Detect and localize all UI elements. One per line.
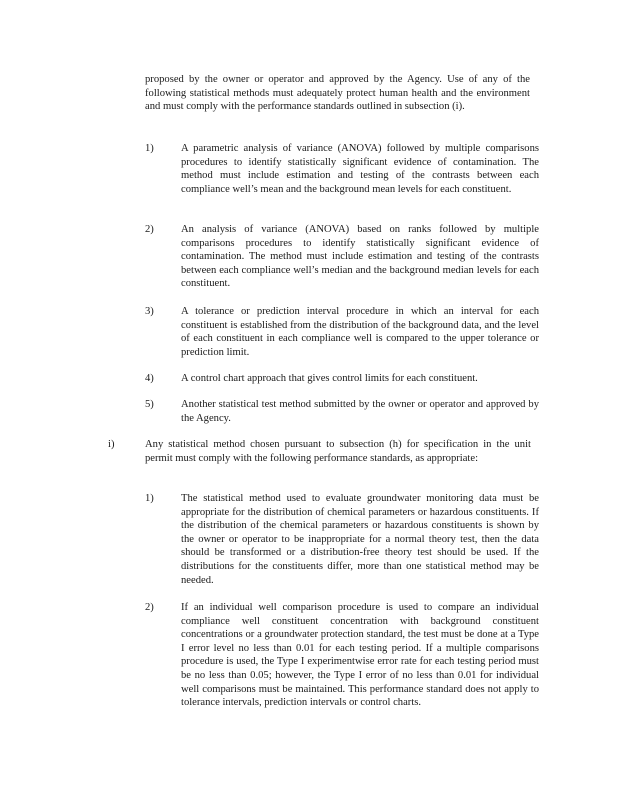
intro-paragraph: proposed by the owner or operator and approved by the Agency. Use of any of the following statistical methods must adequately protect human health and the environment and must comply with the performance standards outlined in subsection (i).: [145, 74, 530, 113]
item-text: Another statistical test method submitted by the owner or operator and approved by the Agency.: [181, 399, 539, 424]
item-number: 2): [145, 224, 154, 235]
item-text: If an individual well comparison procedure is used to compare an individual compliance well constituent concentration with background constituent concentrations or a groundwater protection standard, the test must be done at a Type I error level no less than 0.01 for each testing period. If a multiple comparisons procedure is used, the Type I experimentwise error rate for each testing period must be no less than 0.05; however, the Type I error of no less than 0.01 for individual well comparisons must be maintained. This performance standard does not apply to tolerance intervals, prediction intervals or control charts.: [181, 602, 539, 709]
item-text: A control chart approach that gives control limits for each constituent.: [181, 373, 478, 384]
item-number: 4): [145, 373, 154, 384]
item-number: 1): [145, 493, 154, 504]
item-text: An analysis of variance (ANOVA) based on ranks followed by multiple comparisons procedures to identify statistically significant evidence of contamination. The method must include estimation and testing of the contrasts between each compliance well’s median and the background median levels for each constituent.: [181, 224, 539, 290]
item-text: A tolerance or prediction interval procedure in which an interval for each constituent is established from the distribution of the background data, and the level of each constituent in each compliance well is compared to the upper tolerance or prediction limit.: [181, 306, 539, 358]
item-text: The statistical method used to evaluate groundwater monitoring data must be appropriate for the distribution of chemical parameters or hazardous constituents. If the distribution of the chemical parameters or hazardous constituents is shown by the owner or operator to be inappropriate for a normal theory test, then the data should be transformed or a distribution-free theory test should be used. If the distributions for the constituents differ, more than one statistical method may be needed.: [181, 493, 539, 586]
item-number: 2): [145, 602, 154, 613]
subsection-letter: i): [108, 439, 115, 450]
item-number: 3): [145, 306, 154, 317]
item-number: 5): [145, 399, 154, 410]
item-number: 1): [145, 143, 154, 154]
subsection-text: Any statistical method chosen pursuant to subsection (h) for specification in the unit permit must comply with the following performance standards, as appropriate:: [145, 439, 531, 464]
item-text: A parametric analysis of variance (ANOVA) followed by multiple comparisons procedures to identify statistically significant evidence of contamination. The method must include estimation and testing of the contrasts between each compliance well’s mean and the background mean levels for each constituent.: [181, 143, 539, 195]
